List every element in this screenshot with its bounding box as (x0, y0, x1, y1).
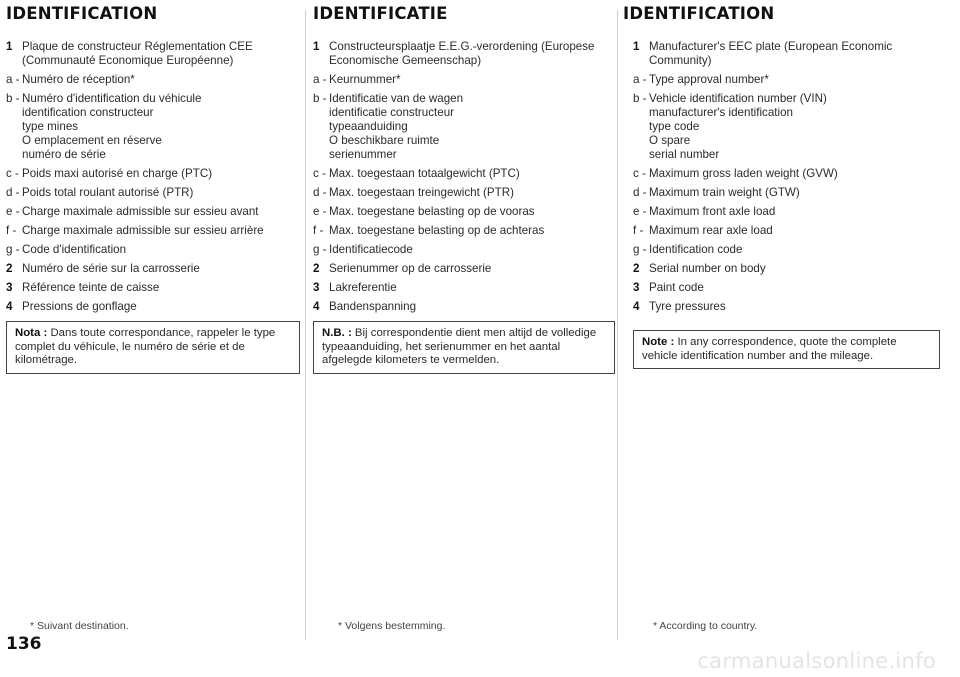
list-item (633, 186, 940, 200)
note-box-english (633, 330, 940, 369)
item-text: Serienummer op de carrosserie (329, 262, 492, 275)
list-item (633, 40, 940, 68)
item-text: Maximum rear axle load (649, 224, 773, 237)
column-dutch (305, 0, 615, 640)
item-key: c - (6, 167, 19, 180)
item-text: Maximum gross laden weight (GVW) (649, 167, 838, 180)
list-item (633, 243, 940, 257)
item-text: Max. toegestaan treingewicht (PTR) (329, 186, 514, 199)
heading-french: IDENTIFICATION (6, 4, 158, 23)
list-item (313, 243, 615, 257)
column-french (0, 0, 300, 640)
item-key: 3 (6, 281, 13, 294)
list-item (6, 40, 300, 68)
note-label: N.B. : (322, 327, 352, 339)
item-text: Poids maxi autorisé en charge (PTC) (22, 167, 213, 180)
item-text: Serial number on body (649, 262, 766, 275)
item-list-english (633, 40, 940, 369)
item-key: c - (633, 167, 646, 180)
item-key: b - (6, 92, 20, 105)
note-label: Note : (642, 336, 675, 348)
item-key: d - (633, 186, 647, 199)
item-key: 4 (633, 300, 640, 313)
item-key: 3 (633, 281, 640, 294)
item-key: e - (6, 205, 20, 218)
item-key: c - (313, 167, 326, 180)
item-text: Maximum front axle load (649, 205, 776, 218)
item-text: Max. toegestaan totaalgewicht (PTC) (329, 167, 520, 180)
item-key: f - (313, 224, 324, 237)
item-text: Vehicle identification number (VIN) manufacturer's identification type code O spare serial number (649, 92, 827, 161)
item-text: Plaque de constructeur Réglementation CEE (Communauté Economique Européenne) (22, 40, 253, 67)
item-key: 2 (313, 262, 320, 275)
list-item (633, 167, 940, 181)
list-item (313, 262, 615, 276)
item-text: Bandenspanning (329, 300, 417, 313)
item-text: Paint code (649, 281, 704, 294)
item-key: a - (6, 73, 20, 86)
item-text: Numéro de réception* (22, 73, 135, 86)
item-key: b - (313, 92, 327, 105)
item-text: Identificatie van de wagen identificatie constructeur typeaanduiding O beschikbare ruimte serienummer (329, 92, 464, 161)
item-key: d - (6, 186, 20, 199)
note-box-french (6, 321, 300, 374)
list-item (313, 73, 615, 87)
item-text: Identification code (649, 243, 743, 256)
item-text: Tyre pressures (649, 300, 726, 313)
heading-english: IDENTIFICATION (623, 4, 775, 23)
list-item (6, 224, 300, 238)
item-text: Charge maximale admissible sur essieu avant (22, 205, 259, 218)
list-item (633, 300, 940, 314)
item-key: e - (313, 205, 327, 218)
item-text: Charge maximale admissible sur essieu arrière (22, 224, 264, 237)
list-item (6, 205, 300, 219)
list-item (313, 205, 615, 219)
list-item (633, 224, 940, 238)
list-item (6, 186, 300, 200)
item-key: 3 (313, 281, 320, 294)
item-text: Poids total roulant autorisé (PTR) (22, 186, 194, 199)
list-item (633, 205, 940, 219)
list-item (6, 243, 300, 257)
list-item (633, 262, 940, 276)
item-text: Lakreferentie (329, 281, 397, 294)
item-key: 2 (633, 262, 640, 275)
item-text: Constructeursplaatje E.E.G.-verordening (Europese Economische Gemeenschap) (329, 40, 595, 67)
item-key: e - (633, 205, 647, 218)
footnote-french: * Suivant destination. (30, 620, 129, 632)
note-text: Bij correspondentie dient men altijd de volledige typeaanduiding, het serienummer en het aantal afgelegde kilometers te vermelden. (322, 327, 597, 366)
item-text: Max. toegestane belasting op de achteras (329, 224, 545, 237)
item-key: g - (633, 243, 647, 256)
list-item (313, 92, 615, 162)
list-item (313, 40, 615, 68)
item-text: Identificatiecode (329, 243, 413, 256)
column-english (620, 0, 940, 640)
item-text: Référence teinte de caisse (22, 281, 160, 294)
item-key: b - (633, 92, 647, 105)
item-key: 2 (6, 262, 13, 275)
item-text: Numéro d'identification du véhicule identification constructeur type mines O emplacement en réserve numéro de série (22, 92, 202, 161)
list-item (313, 167, 615, 181)
list-item (6, 92, 300, 162)
list-item (6, 73, 300, 87)
item-key: a - (633, 73, 647, 86)
note-text: Dans toute correspondance, rappeler le type complet du véhicule, le numéro de série et de kilométrage. (15, 327, 276, 366)
list-item (313, 281, 615, 295)
column-divider (617, 10, 618, 640)
list-item (313, 224, 615, 238)
list-item (633, 73, 940, 87)
list-item (633, 92, 940, 162)
item-key: a - (313, 73, 327, 86)
item-list-french (6, 40, 300, 374)
item-key: 1 (633, 40, 640, 53)
item-key: f - (633, 224, 644, 237)
footnote-dutch: * Volgens bestemming. (338, 620, 446, 632)
list-item (6, 300, 300, 314)
item-text: Type approval number* (649, 73, 769, 86)
item-list-dutch (313, 40, 615, 374)
item-text: Maximum train weight (GTW) (649, 186, 800, 199)
item-text: Max. toegestane belasting op de vooras (329, 205, 535, 218)
list-item (313, 186, 615, 200)
item-key: d - (313, 186, 327, 199)
item-key: f - (6, 224, 17, 237)
list-item (633, 281, 940, 295)
footnote-english: * According to country. (653, 620, 758, 632)
item-key: 4 (6, 300, 13, 313)
item-text: Pressions de gonflage (22, 300, 137, 313)
note-label: Nota : (15, 327, 48, 339)
item-key: 1 (6, 40, 13, 53)
watermark: carmanualsonline.info (697, 649, 936, 673)
page-number: 136 (6, 634, 42, 654)
item-text: Keurnummer* (329, 73, 401, 86)
note-text: In any correspondence, quote the complete vehicle identification number and the mileage. (642, 336, 897, 362)
list-item (313, 300, 615, 314)
item-text: Manufacturer's EEC plate (European Economic Community) (649, 40, 893, 67)
item-key: 1 (313, 40, 320, 53)
heading-dutch: IDENTIFICATIE (313, 4, 448, 23)
item-key: 4 (313, 300, 320, 313)
list-item (6, 262, 300, 276)
list-item (6, 167, 300, 181)
list-item (6, 281, 300, 295)
item-key: g - (6, 243, 20, 256)
note-box-dutch (313, 321, 615, 374)
item-text: Code d'identification (22, 243, 127, 256)
item-key: g - (313, 243, 327, 256)
item-text: Numéro de série sur la carrosserie (22, 262, 200, 275)
